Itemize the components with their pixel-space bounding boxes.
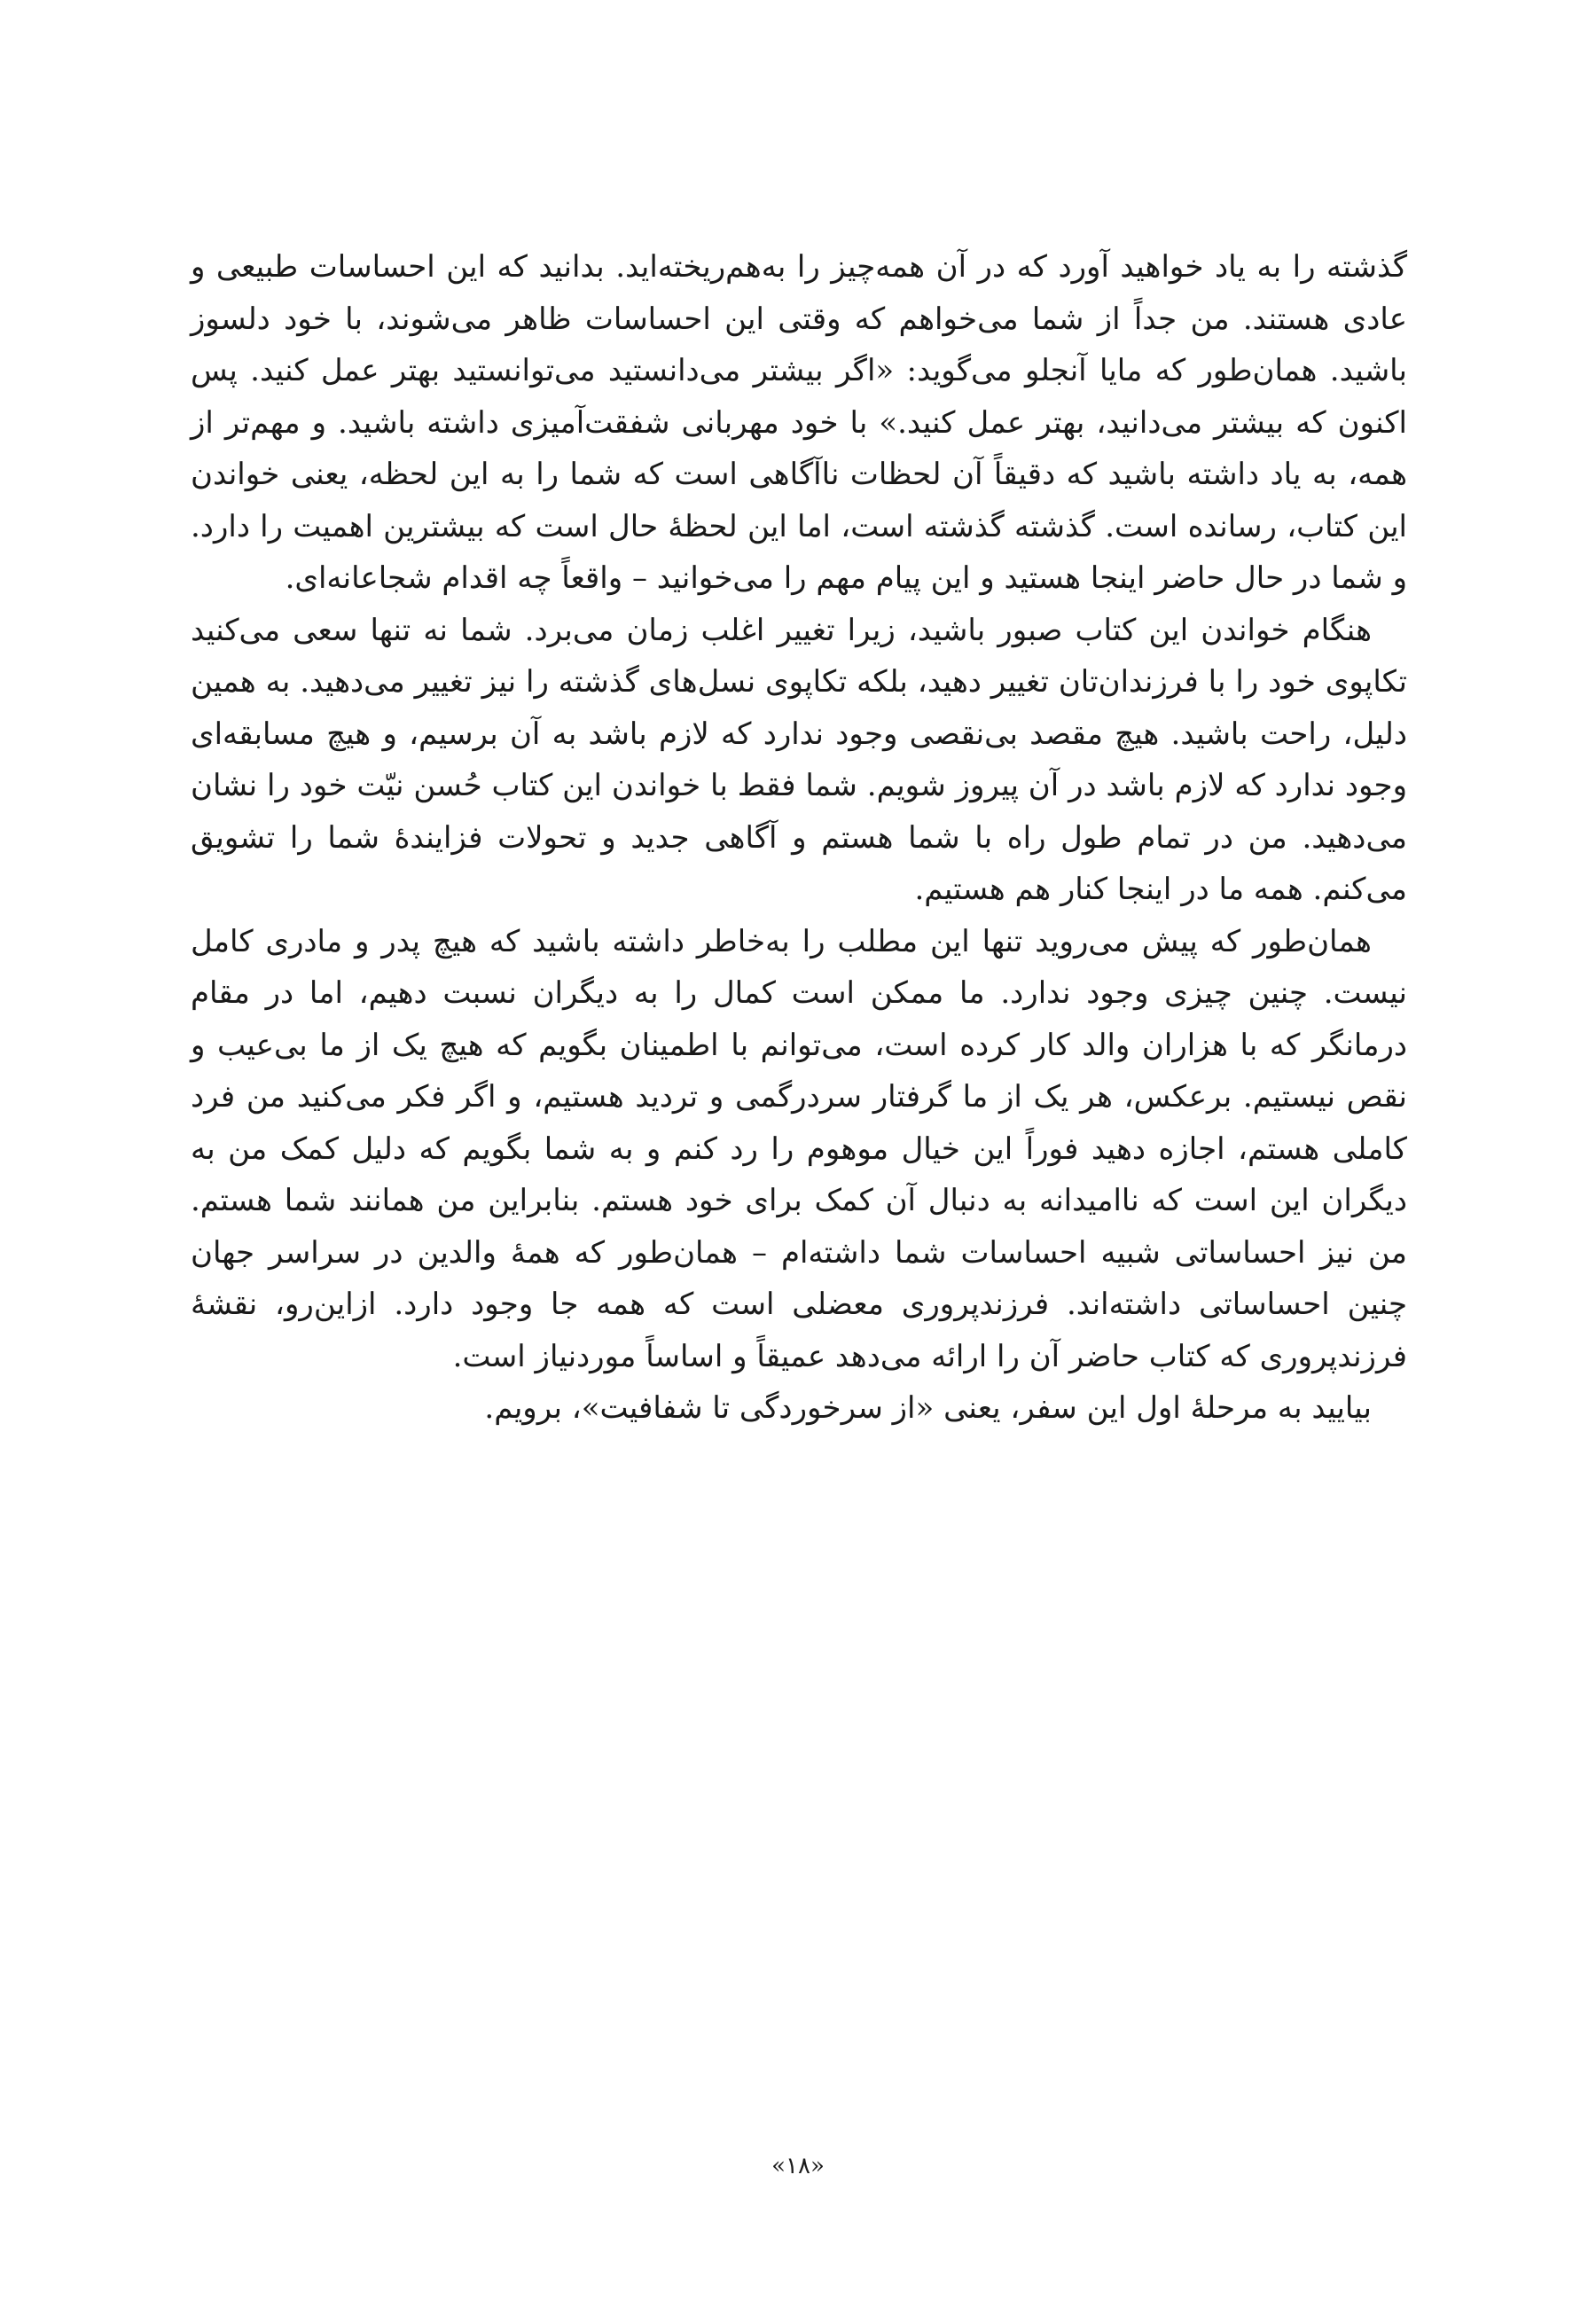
paragraph-2: هنگام خواندن این کتاب صبور باشید، زیرا تغییر اغلب زمان می‌برد. شما نه تنها سعی می‌کنید تکاپوی خود را با فرزندان‌تان تغییر دهید، بلکه تکاپوی نسل‌های گذشته را نیز تغییر می‌دهید. به همین دلیل، راحت باشید. هیچ مقصد بی‌نقصی وجود ندارد که لازم باشد به آن برسیم، و هیچ مسابقه‌ای وجود ندارد که لازم باشد در آن پیروز شویم. شما فقط با خواندن این کتاب حُسن نیّت خود را نشان می‌دهید. من در تمام طول راه با شما هستم و آگاهی جدید و تحولات فزایندهٔ شما را تشویق می‌کنم. همه ما در اینجا کنار هم هستیم. xyxy=(191,612,1407,907)
body-text xyxy=(191,241,1407,1435)
page-number: «۱۸» xyxy=(771,2153,825,2179)
paragraph-3: همان‌طور که پیش می‌روید تنها این مطلب را به‌خاطر داشته باشید که هیچ پدر و مادری کامل نیست. چنین چیزی وجود ندارد. ما ممکن است کمال را به دیگران نسبت دهیم، اما در مقام درمانگر که با هزاران والد کار کرده است، می‌توانم با اطمینان بگویم که هیچ یک از ما بی‌عیب و نقص نیستیم. برعکس، هر یک از ما گرفتار سردرگمی و تردید هستیم، و اگر فکر می‌کنید من فرد کاملی هستم، اجازه دهید فوراً این خیال موهوم را رد کنم و به شما بگویم که دلیل کمک من به دیگران این است که ناامیدانه به دنبال آن کمک برای خود هستم. بنابراین من همانند شما هستم. من نیز احساساتی شبیه احساسات شما داشته‌ام – همان‌طور که همهٔ والدین در سراسر جهان چنین احساساتی داشته‌اند. فرزندپروری معضلی است که همه جا وجود دارد. ازاین‌رو، نقشهٔ فرزندپروری که کتاب حاضر آن را ارائه می‌دهد عمیقاً و اساساً موردنیاز است. xyxy=(191,923,1407,1374)
paragraph-4: بیایید به مرحلهٔ اول این سفر، یعنی «از سرخوردگی تا شفافیت»، برویم. xyxy=(484,1390,1372,1426)
paragraph-1: گذشته را به یاد خواهید آورد که در آن همه‌چیز را به‌هم‌ریخته‌اید. بدانید که این احساسات طبیعی و عادی هستند. من جداً از شما می‌خواهم که وقتی این احساسات ظاهر می‌شوند، با خود دلسوز باشید. همان‌طور که مایا آنجلو می‌گوید: «اگر بیشتر می‌دانستید می‌توانستید بهتر عمل کنید. پس اکنون که بیشتر می‌دانید، بهتر عمل کنید.» با خود مهربانی شفقت‌آمیزی داشته باشید. و مهم‌تر از همه، به یاد داشته باشید که دقیقاً آن لحظات ناآگاهی است که شما را به این لحظه، یعنی خواندن این کتاب، رسانده است. گذشته گذشته است، اما این لحظهٔ حال است که بیشترین اهمیت را دارد. و شما در حال حاضر اینجا هستید و این پیام مهم را می‌خوانید – واقعاً چه اقدام شجاعانه‌ای. xyxy=(191,249,1407,596)
